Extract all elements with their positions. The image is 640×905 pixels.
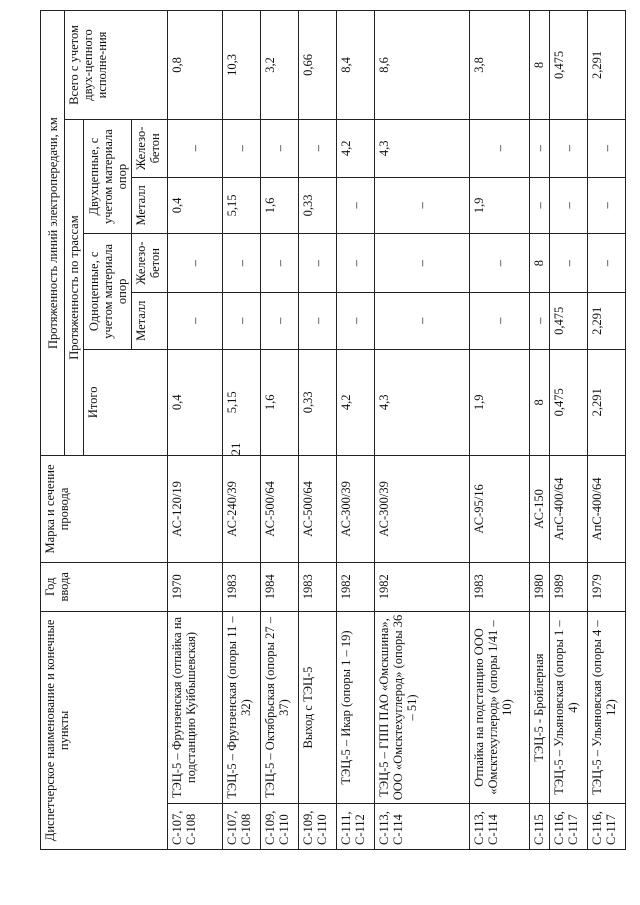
cell-route: ТЭЦ-5 – ГПП ПАО «Омскшина», ООО «Омсктехуглерод» (опоры 36 – 51) (375, 611, 470, 804)
cell-route: ТЭЦ-5 – Фрунзенская (опоры 11 – 32) (223, 611, 261, 804)
power-lines-table (40, 10, 626, 850)
header-single: Одноцепные, с учетом материала опор (84, 234, 132, 349)
cell-all: 0,66 (299, 11, 337, 120)
cell-single-concrete: – (168, 234, 223, 293)
cell-total: 1,9 (470, 349, 530, 456)
cell-single-metal: – (261, 292, 299, 349)
page-number: 21 (228, 442, 243, 456)
header-single-metal: Металл (132, 292, 168, 349)
cell-year: 1982 (337, 562, 375, 611)
cell-double-concrete: – (168, 119, 223, 177)
cell-double-metal: 1,9 (470, 177, 530, 234)
cell-single-metal: – (470, 292, 530, 349)
cell-double-metal: 0,33 (299, 177, 337, 234)
cell-double-metal: – (530, 177, 550, 234)
cell-wire: АС-95/16 (470, 456, 530, 563)
cell-wire: АпС-400/64 (550, 456, 588, 563)
cell-single-concrete: – (550, 234, 588, 293)
cell-double-metal: 5,15 (223, 177, 261, 234)
cell-code: С-113, С-114 (470, 804, 530, 850)
cell-total: 0,4 (168, 349, 223, 456)
cell-double-concrete: – (530, 119, 550, 177)
cell-double-metal: – (337, 177, 375, 234)
header-name: Диспетчерское наименование и конечные пункты (41, 611, 168, 849)
cell-code: С-107, С-108 (223, 804, 261, 850)
header-by-routes: Протяженность по трассам (65, 119, 84, 455)
cell-single-metal: – (530, 292, 550, 349)
table-row (223, 11, 261, 850)
cell-code: С-116, С-117 (550, 804, 588, 850)
cell-year: 1989 (550, 562, 588, 611)
cell-total: 1,6 (261, 349, 299, 456)
table-row (470, 11, 530, 850)
cell-double-concrete: 4,3 (375, 119, 470, 177)
cell-all: 8,6 (375, 11, 470, 120)
cell-double-metal: – (550, 177, 588, 234)
cell-single-metal: – (223, 292, 261, 349)
cell-single-concrete: – (261, 234, 299, 293)
cell-single-metal: 2,291 (588, 292, 626, 349)
cell-single-concrete: – (375, 234, 470, 293)
cell-double-metal: 0,4 (168, 177, 223, 234)
cell-code: С-116, С-117 (588, 804, 626, 850)
cell-route: ТЭЦ-5 – Фрунзенская (отпайка на подстанцию Куйбышевская) (168, 611, 223, 804)
cell-total: 0,475 (550, 349, 588, 456)
cell-wire: АС-300/39 (337, 456, 375, 563)
cell-code: С-111, С-112 (337, 804, 375, 850)
cell-all: 3,8 (470, 11, 530, 120)
cell-route: ТЭЦ-5 – Ульяновская (опоры 1 – 4) (550, 611, 588, 804)
cell-year: 1970 (168, 562, 223, 611)
cell-code: С-109, С-110 (261, 804, 299, 850)
header-wire: Марка и сечение провода (41, 456, 168, 563)
cell-all: 0,475 (550, 11, 588, 120)
cell-double-concrete: – (223, 119, 261, 177)
cell-wire: АС-240/39 (223, 456, 261, 563)
table-row (261, 11, 299, 850)
cell-single-metal: – (375, 292, 470, 349)
cell-total: 4,3 (375, 349, 470, 456)
cell-route: ТЭЦ-5 – Октябрьская (опоры 27 – 37) (261, 611, 299, 804)
cell-year: 1983 (299, 562, 337, 611)
cell-double-concrete: – (588, 119, 626, 177)
cell-all: 3,2 (261, 11, 299, 120)
cell-single-concrete: – (588, 234, 626, 293)
cell-double-concrete: 4,2 (337, 119, 375, 177)
cell-code: С-109, С-110 (299, 804, 337, 850)
table-row (530, 11, 550, 850)
cell-single-concrete: 8 (530, 234, 550, 293)
cell-wire: АС-120/19 (168, 456, 223, 563)
cell-single-metal: – (337, 292, 375, 349)
cell-code: С-107, С-108 (168, 804, 223, 850)
cell-total: 0,33 (299, 349, 337, 456)
cell-total: 4,2 (337, 349, 375, 456)
cell-route: Выход с ТЭЦ-5 (299, 611, 337, 804)
cell-wire: АС-150 (530, 456, 550, 563)
cell-double-metal: 1,6 (261, 177, 299, 234)
header-double-metal: Металл (132, 177, 168, 234)
table-row (168, 11, 223, 850)
cell-year: 1979 (588, 562, 626, 611)
cell-year: 1984 (261, 562, 299, 611)
cell-single-concrete: – (299, 234, 337, 293)
cell-route: ТЭЦ-5 – Ульяновская (опоры 4 – 12) (588, 611, 626, 804)
cell-single-metal: – (168, 292, 223, 349)
cell-code: С-113, С-114 (375, 804, 470, 850)
header-total: Итого (84, 349, 168, 456)
cell-year: 1983 (223, 562, 261, 611)
cell-double-concrete: – (550, 119, 588, 177)
cell-all: 10,3 (223, 11, 261, 120)
cell-year: 1983 (470, 562, 530, 611)
header-length: Протяженность линий электропередачи, км (41, 11, 65, 456)
table-row (299, 11, 337, 850)
rotated-page (40, 10, 620, 850)
cell-single-concrete: – (223, 234, 261, 293)
cell-route: Отпайка на подстанцию ООО «Омсктехуглерод» (опоры 1/41 – 10) (470, 611, 530, 804)
header-double-concrete: Железо-бетон (132, 119, 168, 177)
cell-all: 2,291 (588, 11, 626, 120)
cell-single-concrete: – (470, 234, 530, 293)
cell-total: 5,15 (223, 349, 261, 456)
cell-wire: АС-500/64 (299, 456, 337, 563)
header-double: Двухцепные, с учетом материала опор (84, 119, 132, 233)
cell-wire: АС-300/39 (375, 456, 470, 563)
cell-double-concrete: – (261, 119, 299, 177)
cell-all: 0,8 (168, 11, 223, 120)
cell-wire: АС-500/64 (261, 456, 299, 563)
cell-double-metal: – (588, 177, 626, 234)
table-row (588, 11, 626, 850)
cell-wire: АпС-400/64 (588, 456, 626, 563)
cell-all: 8,4 (337, 11, 375, 120)
cell-year: 1982 (375, 562, 470, 611)
cell-code: С-115 (530, 804, 550, 850)
cell-double-concrete: – (299, 119, 337, 177)
table-row (337, 11, 375, 850)
header-year: Год ввода (41, 562, 168, 611)
header-all: Всего с учетом двух-цепного исполне-ния (65, 11, 168, 120)
cell-single-metal: – (299, 292, 337, 349)
cell-single-concrete: – (337, 234, 375, 293)
table-row (550, 11, 588, 850)
cell-route: ТЭЦ-5 - Бройлерная (530, 611, 550, 804)
table-row (375, 11, 470, 850)
cell-double-concrete: – (470, 119, 530, 177)
cell-year: 1980 (530, 562, 550, 611)
cell-total: 2,291 (588, 349, 626, 456)
cell-double-metal: – (375, 177, 470, 234)
header-single-concrete: Железо-бетон (132, 234, 168, 293)
cell-all: 8 (530, 11, 550, 120)
cell-single-metal: 0,475 (550, 292, 588, 349)
cell-route: ТЭЦ-5 – Икар (опоры 1 – 19) (337, 611, 375, 804)
cell-total: 8 (530, 349, 550, 456)
